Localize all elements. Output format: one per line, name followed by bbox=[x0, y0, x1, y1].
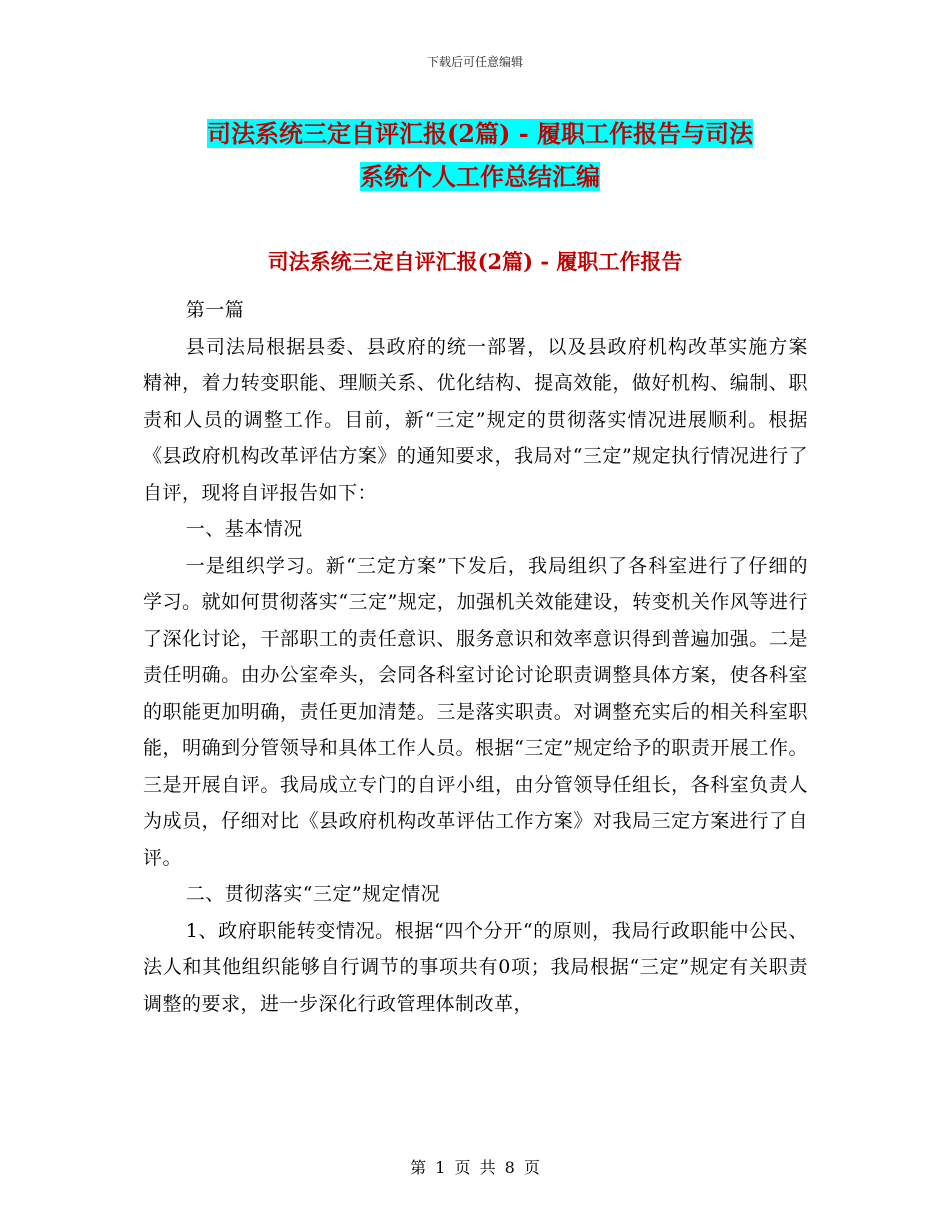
page-number-footer: 第 1 页 共 8 页 bbox=[410, 1158, 540, 1177]
intro-paragraph: 县司法局根据县委、县政府的统一部署，以及县政府机构改革实施方案精神，着力转变职能、理顺关系、优化结构、提高效能，做好机构、编制、职责和人员的调整工作。目前，新“三定”规定的贯彻落实情况进展顺利。根据《县政府机构改革评估方案》的通知要求，我局对“三定”规定执行情况进行了自评，现将自评报告如下： bbox=[143, 335, 808, 504]
page-header-note: 下载后可任意编辑 bbox=[426, 55, 523, 69]
part-heading: 第一篇 bbox=[185, 299, 245, 321]
document-title-line-1: 司法系统三定自评汇报(2篇) - 履职工作报告与司法 bbox=[206, 119, 754, 148]
section-heading-basic: 一、基本情况 bbox=[185, 518, 303, 540]
section-title: 司法系统三定自评汇报(2篇) - 履职工作报告 bbox=[267, 249, 683, 274]
document-title bbox=[140, 112, 820, 198]
basic-situation-paragraph: 一是组织学习。新“三定方案”下发后，我局组织了各科室进行了仔细的学习。就如何贯彻落实“三定”规定，加强机关效能建设，转变机关作风等进行了深化讨论，干部职工的责任意识、服务意识和效率意识得到普遍加强。二是责任明确。由办公室牵头，会同各科室讨论讨论职责调整具体方案，使各科室的职能更加明确，责任更加清楚。三是落实职责。对调整充实后的相关科室职能，明确到分管领导和具体工作人员。根据“三定”规定给予的职责开展工作。三是开展自评。我局成立专门的自评小组，由分管领导任组长，各科室负责人为成员，仔细对比《县政府机构改革评估工作方案》对我局三定方案进行了自评。 bbox=[143, 554, 808, 869]
document-title-line-2: 系统个人工作总结汇编 bbox=[360, 162, 600, 191]
document-body bbox=[143, 292, 808, 1022]
section-heading-implementation: 二、贯彻落实“三定”规定情况 bbox=[185, 883, 441, 905]
function-change-paragraph: 1、政府职能转变情况。根据“四个分开“的原则，我局行政职能中公民、法人和其他组织能够自行调节的事项共有0项；我局根据“三定”规定有关职责调整的要求，进一步深化行政管理体制改革， bbox=[143, 919, 808, 1015]
